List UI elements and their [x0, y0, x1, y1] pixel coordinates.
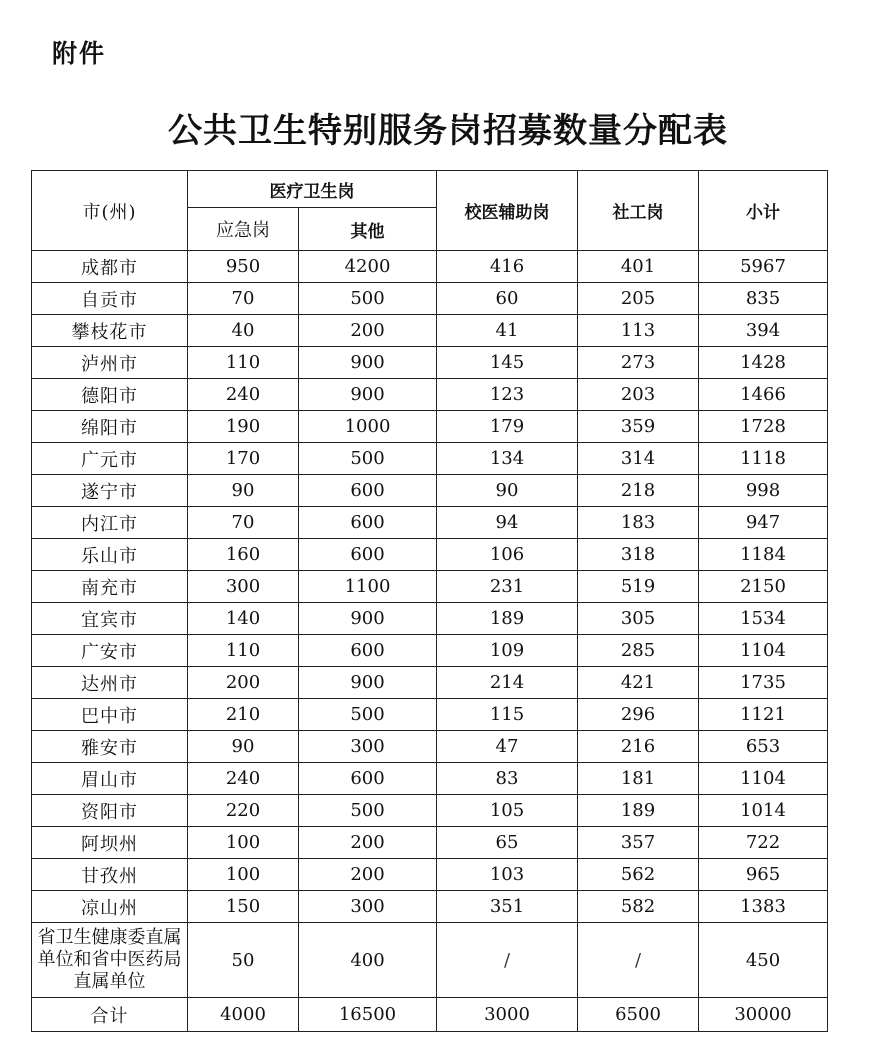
emergency-cell: 170: [188, 443, 299, 475]
header-school-doctor: 校医辅助岗: [437, 171, 578, 251]
social-work-cell: 218: [578, 475, 699, 507]
total-subtotal: 30000: [699, 998, 828, 1032]
school-doctor-cell: 105: [437, 795, 578, 827]
school-doctor-cell: 47: [437, 731, 578, 763]
city-cell: 绵阳市: [32, 411, 188, 443]
city-cell: 眉山市: [32, 763, 188, 795]
table-row: [32, 635, 828, 667]
city-cell: 宜宾市: [32, 603, 188, 635]
school-doctor-cell: 189: [437, 603, 578, 635]
school-doctor-cell: 179: [437, 411, 578, 443]
social-work-cell: 401: [578, 251, 699, 283]
city-cell: 南充市: [32, 571, 188, 603]
other-cell: 200: [299, 827, 437, 859]
emergency-cell: 110: [188, 347, 299, 379]
provincial-unit-line: 省卫生健康委直属: [37, 927, 182, 948]
social-work-cell: 113: [578, 315, 699, 347]
emergency-cell: 70: [188, 507, 299, 539]
social-work-cell: 318: [578, 539, 699, 571]
header-emergency: 应急岗: [188, 208, 299, 251]
social-work-cell: 296: [578, 699, 699, 731]
city-cell: 资阳市: [32, 795, 188, 827]
city-cell: 广元市: [32, 443, 188, 475]
subtotal-cell: 1118: [699, 443, 828, 475]
table-row: [32, 667, 828, 699]
total-social-work: 6500: [578, 998, 699, 1032]
subtotal-cell: 5967: [699, 251, 828, 283]
school-doctor-cell: 351: [437, 891, 578, 923]
allocation-table: [31, 170, 828, 1032]
subtotal-cell: 1184: [699, 539, 828, 571]
table-row: [32, 699, 828, 731]
subtotal-cell: 394: [699, 315, 828, 347]
attachment-label: 附件: [52, 39, 107, 68]
subtotal-cell: 1104: [699, 763, 828, 795]
other-cell: 500: [299, 795, 437, 827]
social-work-cell: 421: [578, 667, 699, 699]
total-other: 16500: [299, 998, 437, 1032]
school-doctor-cell: 41: [437, 315, 578, 347]
emergency-cell: 220: [188, 795, 299, 827]
social-work-cell: 183: [578, 507, 699, 539]
subtotal-cell: 1121: [699, 699, 828, 731]
header-social-work: 社工岗: [578, 171, 699, 251]
school-doctor-cell: 214: [437, 667, 578, 699]
social-work-cell: 285: [578, 635, 699, 667]
school-doctor-cell: /: [437, 923, 578, 998]
emergency-cell: 240: [188, 763, 299, 795]
total-school-doctor: 3000: [437, 998, 578, 1032]
other-cell: 600: [299, 763, 437, 795]
total-emergency: 4000: [188, 998, 299, 1032]
emergency-cell: 160: [188, 539, 299, 571]
emergency-cell: 90: [188, 475, 299, 507]
social-work-cell: 562: [578, 859, 699, 891]
subtotal-cell: 1104: [699, 635, 828, 667]
social-work-cell: 314: [578, 443, 699, 475]
table-row: [32, 315, 828, 347]
subtotal-cell: 653: [699, 731, 828, 763]
subtotal-cell: 1735: [699, 667, 828, 699]
social-work-cell: 359: [578, 411, 699, 443]
other-cell: 200: [299, 315, 437, 347]
other-cell: 400: [299, 923, 437, 998]
other-cell: 1100: [299, 571, 437, 603]
emergency-cell: 150: [188, 891, 299, 923]
subtotal-cell: 998: [699, 475, 828, 507]
city-cell: 遂宁市: [32, 475, 188, 507]
emergency-cell: 140: [188, 603, 299, 635]
provincial-row: [32, 923, 828, 998]
school-doctor-cell: 134: [437, 443, 578, 475]
emergency-cell: 40: [188, 315, 299, 347]
subtotal-cell: 722: [699, 827, 828, 859]
city-cell: 泸州市: [32, 347, 188, 379]
other-cell: 600: [299, 507, 437, 539]
table-row: [32, 571, 828, 603]
subtotal-cell: 1383: [699, 891, 828, 923]
social-work-cell: 519: [578, 571, 699, 603]
table-body: [32, 251, 828, 1032]
emergency-cell: 190: [188, 411, 299, 443]
school-doctor-cell: 65: [437, 827, 578, 859]
table-row: [32, 603, 828, 635]
page-title: 公共卫生特别服务岗招募数量分配表: [168, 111, 728, 151]
city-cell: 凉山州: [32, 891, 188, 923]
school-doctor-cell: 106: [437, 539, 578, 571]
city-cell: 自贡市: [32, 283, 188, 315]
header-subtotal: 小计: [699, 171, 828, 251]
provincial-unit-line: 直属单位: [73, 971, 146, 992]
other-cell: 900: [299, 667, 437, 699]
social-work-cell: 305: [578, 603, 699, 635]
table-row: [32, 731, 828, 763]
social-work-cell: 216: [578, 731, 699, 763]
social-work-cell: 181: [578, 763, 699, 795]
city-cell: 德阳市: [32, 379, 188, 411]
provincial-unit-line: 单位和省中医药局: [37, 949, 182, 970]
table-row: [32, 827, 828, 859]
table-row: [32, 347, 828, 379]
emergency-cell: 240: [188, 379, 299, 411]
school-doctor-cell: 103: [437, 859, 578, 891]
social-work-cell: 582: [578, 891, 699, 923]
city-cell: 雅安市: [32, 731, 188, 763]
table-row: [32, 507, 828, 539]
other-cell: 500: [299, 283, 437, 315]
subtotal-cell: 1014: [699, 795, 828, 827]
school-doctor-cell: 109: [437, 635, 578, 667]
city-cell: 乐山市: [32, 539, 188, 571]
city-cell: 巴中市: [32, 699, 188, 731]
header-other: 其他: [299, 208, 437, 251]
table-row: [32, 283, 828, 315]
table-row: [32, 411, 828, 443]
other-cell: 300: [299, 731, 437, 763]
other-cell: 900: [299, 603, 437, 635]
header-city: 市(州): [32, 171, 188, 251]
table-row: [32, 763, 828, 795]
social-work-cell: 357: [578, 827, 699, 859]
other-cell: 200: [299, 859, 437, 891]
emergency-cell: 950: [188, 251, 299, 283]
city-cell: 攀枝花市: [32, 315, 188, 347]
city-cell: 达州市: [32, 667, 188, 699]
other-cell: 600: [299, 539, 437, 571]
emergency-cell: 50: [188, 923, 299, 998]
subtotal-cell: 2150: [699, 571, 828, 603]
other-cell: 900: [299, 347, 437, 379]
school-doctor-cell: 145: [437, 347, 578, 379]
header-row-1: [32, 171, 828, 208]
table-row: [32, 891, 828, 923]
emergency-cell: 70: [188, 283, 299, 315]
table-row: [32, 475, 828, 507]
city-cell: 广安市: [32, 635, 188, 667]
other-cell: 300: [299, 891, 437, 923]
table-row: [32, 379, 828, 411]
city-cell: 阿坝州: [32, 827, 188, 859]
table-row: [32, 859, 828, 891]
subtotal-cell: 1728: [699, 411, 828, 443]
other-cell: 500: [299, 443, 437, 475]
emergency-cell: 100: [188, 859, 299, 891]
social-work-cell: /: [578, 923, 699, 998]
provincial-unit-cell: [32, 923, 188, 998]
table-row: [32, 539, 828, 571]
table-row: [32, 795, 828, 827]
other-cell: 600: [299, 475, 437, 507]
social-work-cell: 273: [578, 347, 699, 379]
table-row: [32, 251, 828, 283]
subtotal-cell: 1466: [699, 379, 828, 411]
subtotal-cell: 965: [699, 859, 828, 891]
school-doctor-cell: 416: [437, 251, 578, 283]
subtotal-cell: 450: [699, 923, 828, 998]
emergency-cell: 210: [188, 699, 299, 731]
emergency-cell: 300: [188, 571, 299, 603]
header-medical-group: 医疗卫生岗: [188, 171, 437, 208]
social-work-cell: 205: [578, 283, 699, 315]
city-cell: 成都市: [32, 251, 188, 283]
city-cell: 甘孜州: [32, 859, 188, 891]
school-doctor-cell: 231: [437, 571, 578, 603]
table-row: [32, 443, 828, 475]
emergency-cell: 100: [188, 827, 299, 859]
other-cell: 900: [299, 379, 437, 411]
subtotal-cell: 835: [699, 283, 828, 315]
emergency-cell: 90: [188, 731, 299, 763]
total-label: 合计: [32, 998, 188, 1032]
subtotal-cell: 1534: [699, 603, 828, 635]
other-cell: 4200: [299, 251, 437, 283]
city-cell: 内江市: [32, 507, 188, 539]
school-doctor-cell: 94: [437, 507, 578, 539]
emergency-cell: 110: [188, 635, 299, 667]
emergency-cell: 200: [188, 667, 299, 699]
school-doctor-cell: 115: [437, 699, 578, 731]
school-doctor-cell: 123: [437, 379, 578, 411]
school-doctor-cell: 90: [437, 475, 578, 507]
subtotal-cell: 947: [699, 507, 828, 539]
social-work-cell: 189: [578, 795, 699, 827]
other-cell: 600: [299, 635, 437, 667]
social-work-cell: 203: [578, 379, 699, 411]
school-doctor-cell: 60: [437, 283, 578, 315]
school-doctor-cell: 83: [437, 763, 578, 795]
total-row: [32, 998, 828, 1032]
other-cell: 1000: [299, 411, 437, 443]
other-cell: 500: [299, 699, 437, 731]
subtotal-cell: 1428: [699, 347, 828, 379]
